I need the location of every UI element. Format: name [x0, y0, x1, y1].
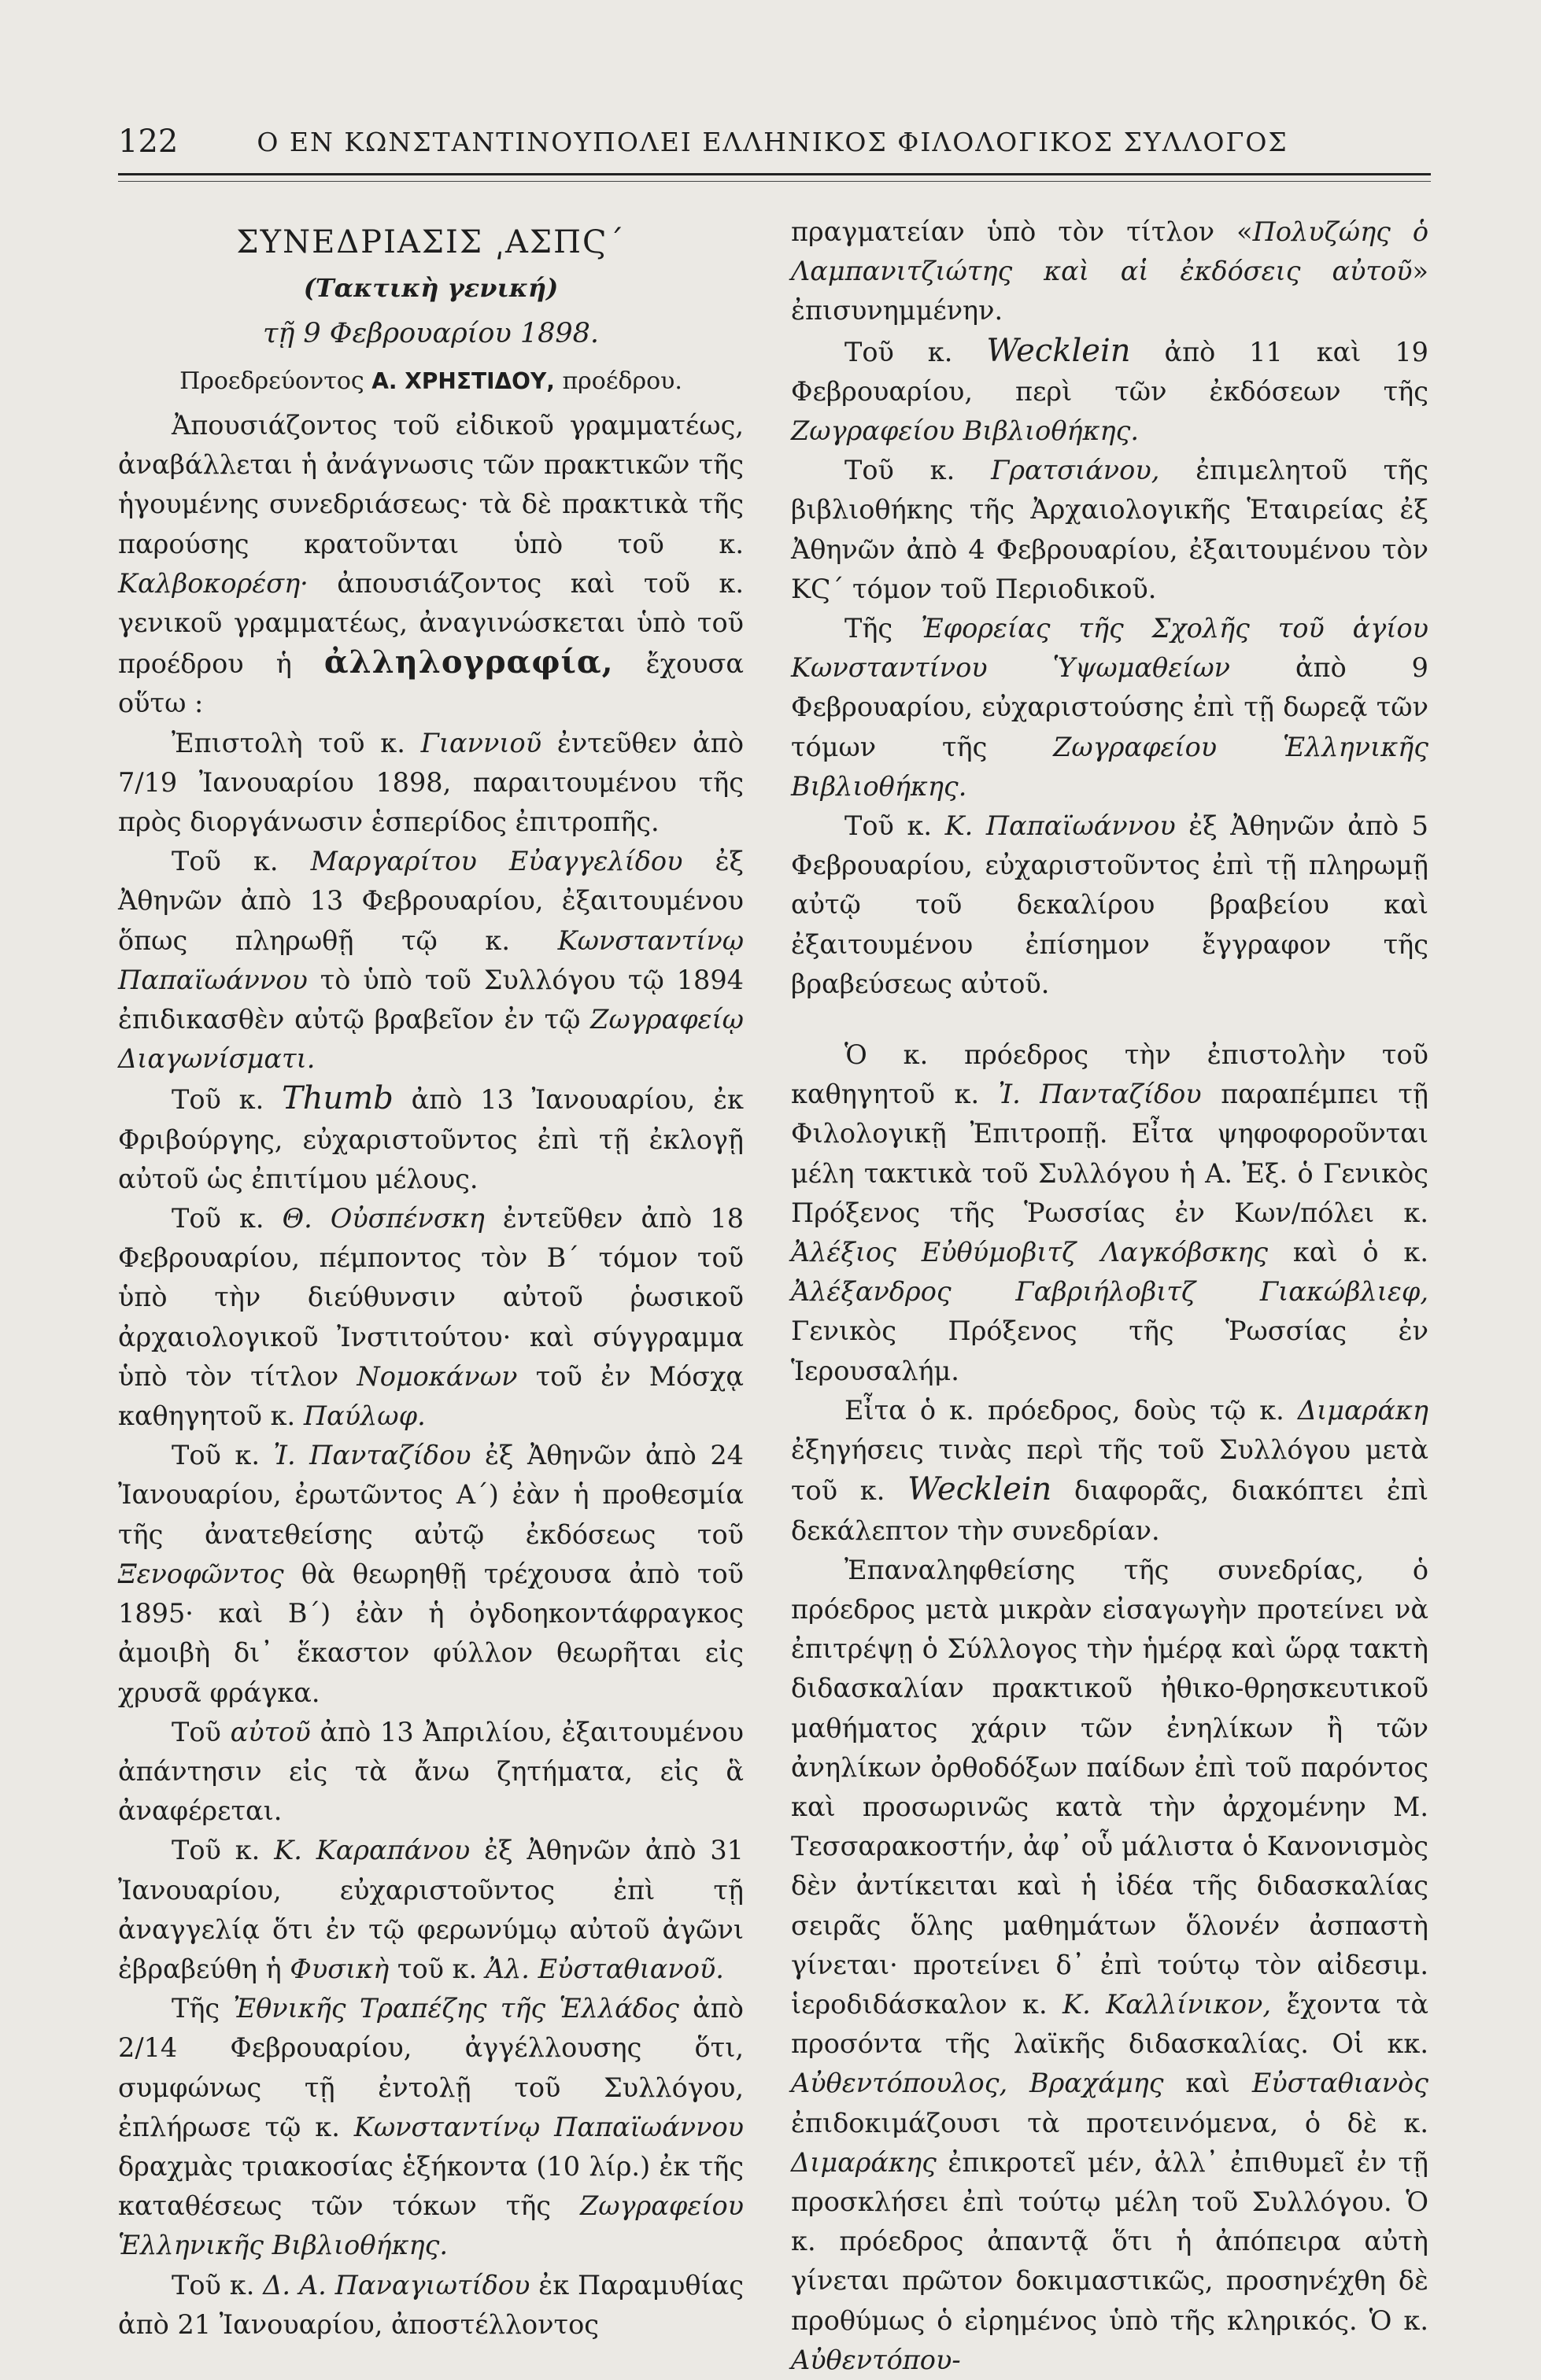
presiding-prefix: Προεδρεύοντος: [179, 367, 364, 395]
person-name: Κωνσταντίνῳ Παπαϊωάννου: [353, 2111, 744, 2142]
text: πραγματείαν ὑπὸ τὸν τίτλον «: [791, 216, 1253, 247]
text: ἀπὸ 2/14 Φεβρουαρίου, ἀγγέλλουσης ὅτι, συμφώνως τῇ ἐντολῇ τοῦ Συλλόγου, ἐπλήρωσε τῷ κ.: [118, 1993, 744, 2142]
paragraph: [118, 2266, 744, 2345]
paragraph: [118, 724, 744, 843]
presiding-line: [118, 362, 744, 401]
person-name: Ἀλέξανδρος Γαβριήλοβιτζ Γιακώβλιεφ,: [791, 1276, 1428, 1308]
text: Ἀπουσιάζοντος τοῦ εἰδικοῦ γραμματέως, ἀναβάλλεται ἡ ἀνάγνωσις τῶν πρακτικῶν τῆς ἡγουμένης συνεδριάσεως· τὰ δὲ πρακτικὰ τῆς παρούσης κρατοῦνται ὑπὸ τοῦ κ.: [118, 410, 744, 559]
text: ἐξ Ἀθηνῶν ἀπὸ 5 Φεβρουαρίου, εὐχαριστοῦντος ἐπὶ τῇ πληρωμῇ αὐτῷ τοῦ δεκαλίρου βραβείου καὶ ἐξαιτουμένου ἐπίσημον ἔγγραφον τῆς βραβεύσεως αὐτοῦ.: [791, 810, 1428, 999]
text: Τοῦ κ.: [844, 336, 953, 367]
session-date: τῇ 9 Φεβρουαρίου 1898.: [262, 318, 600, 349]
text: ἀπὸ 13 Ἀπριλίου, ἐξαιτουμένου ἀπάντησιν εἰς τὰ ἄνω ζητήματα, εἰς ἃ ἀναφέρεται.: [118, 1716, 744, 1827]
text: καὶ: [1185, 2068, 1231, 2099]
person-name: Αὐθεντόπουλος, Βραχάμης: [791, 2068, 1164, 2099]
person-name: Διμαράκη: [1297, 1394, 1428, 1426]
header-rule-thin: [118, 181, 1431, 182]
header-rule: [118, 173, 1431, 175]
presiding-name: Α. ΧΡΗΣΤΙΔΟΥ,: [371, 368, 555, 394]
text: δραχμὰς τριακοσίας ἑξήκοντα (10 λίρ.) ἐκ τῆς καταθέσεως τῶν τόκων τῆς: [118, 2150, 744, 2222]
text: Τοῦ κ.: [172, 846, 279, 877]
text: τὸ ὑπὸ τοῦ Συλλόγου τῷ 1894 ἐπιδικασθὲν αὐτῷ βραβεῖον ἐν τῷ: [118, 964, 744, 1035]
paragraph: [118, 406, 744, 724]
institution-name: Ἐφορείας τῆς Σχολῆς τοῦ ἁγίου Κωνσταντίνου Ὑψωμαθείων: [791, 613, 1428, 684]
session-title: ΣΥΝΕΔΡΙΑΣΙΣ ͵ΑΣΠϚ΄: [236, 224, 626, 260]
person-name: Ἀλέξιος Εὐθύμοβιτζ Λαγκόβσκης: [791, 1237, 1269, 1268]
text: Εἶτα ὁ κ. πρόεδρος, δοὺς τῷ κ.: [844, 1394, 1284, 1426]
text: ἐξ Ἀθηνῶν ἀπὸ 31 Ἰανουαρίου, εὐχαριστοῦντος ἐπὶ τῇ ἀναγγελίᾳ ὅτι ἐν τῷ φερωνύμῳ αὐτοῦ ἀγῶνι ἐβραβεύθη ἡ: [118, 1835, 744, 1984]
text: Ἐπιστολὴ τοῦ κ.: [172, 727, 405, 758]
text: Ἐπαναληφθείσης τῆς συνεδρίας, ὁ πρόεδρος μετὰ μικρὰν εἰσαγωγὴν προτείνει νὰ ἐπιτρέψῃ ὁ Σύλλογος τὴν ἡμέρᾳ καὶ ὥρᾳ τακτὴ διδασκαλίαν πρακτικοῦ ἠθικο-θρησκευτικοῦ μαθήματος χάριν τῶν ἐνηλίκων ἢ τῶν ἀνηλίκων ὀρθοδόξων παίδων ἐπὶ τοῦ παρόντος καὶ προσωρινῶς κατὰ τὴν ἀρχομένην Μ. Τεσσαρακοστήν, ἀφ᾽ οὗ μάλιστα ὁ Κανονισμὸς δὲν ἀντίκειται καὶ ἡ ἰδέα τῆς διδασκαλίας σειρᾶς ὅλης μαθημάτων ὅλονέν ἀσπαστὴ γίνεται· προτείνει δ᾽ ἐπὶ τούτῳ τὸν αἰδεσιμ. ἱεροδιδάσκαλον κ.: [791, 1554, 1428, 2020]
person-name: Κωνσταντίνῳ Παπαϊωάννου: [118, 924, 745, 995]
paragraph: [118, 1079, 744, 1199]
person-name: Κ. Καλλίνικον,: [1062, 1988, 1272, 2020]
paragraph: [791, 212, 1428, 331]
person-name: Παύλωφ.: [303, 1400, 426, 1432]
text: ἀπὸ 11 καὶ 19 Φεβρουαρίου, περὶ τῶν ἐκδόσεων τῆς: [791, 336, 1428, 407]
text: καὶ ὁ κ.: [1292, 1237, 1428, 1268]
text: ἐκ Παραμυθίας ἀπὸ 21 Ἰανουαρίου, ἀποστέλλοντος: [118, 2269, 745, 2340]
paragraph: [118, 1713, 744, 1832]
text: διαφορᾶς, διακόπτει ἐπὶ δεκάλεπτον τὴν συνεδρίαν.: [791, 1475, 1428, 1546]
paragraph: [118, 842, 744, 1079]
person-name: Wecklein: [986, 332, 1131, 369]
person-name: Ἰ. Πανταζίδου: [998, 1079, 1202, 1110]
paragraph: [791, 609, 1428, 806]
person-name: Δ. Α. Παναγιωτίδου: [263, 2269, 530, 2301]
text: ἀπὸ 9 Φεβρουαρίου, εὐχαριστούσης ἐπὶ τῇ δωρεᾷ τῶν τόμων τῆς: [791, 652, 1428, 762]
person-name: Γιαννιοῦ: [420, 727, 542, 758]
text: Τοῦ κ.: [844, 455, 955, 486]
text: ἐξηγήσεις τινὰς περὶ τῆς τοῦ Συλλόγου μετὰ τοῦ κ.: [791, 1434, 1428, 1507]
person-name: Αὐθεντόπου-: [791, 2344, 961, 2375]
title-name: Νομοκάνων: [357, 1360, 518, 1392]
person-name: Καλβοκορέση·: [118, 567, 309, 599]
emphasis: αὐτοῦ: [230, 1716, 311, 1747]
text: Τοῦ κ.: [172, 2269, 255, 2301]
text: ἐπιδοκιμάζουσι τὰ προτεινόμενα, ὁ δὲ κ.: [791, 2107, 1428, 2138]
emphasis: ἀλληλογραφία,: [323, 644, 614, 681]
person-name: Θ. Οὐσπένσκη: [282, 1203, 485, 1234]
institution-name: Ἐθνικῆς Τραπέζης τῆς Ἑλλάδος: [233, 1993, 679, 2024]
paragraph: [791, 1391, 1428, 1551]
text: θὰ θεωρηθῇ τρέχουσα ἀπὸ τοῦ 1895· καὶ Β΄) ἐὰν ἡ ὀγδοηκοντάφραγκος ἀμοιβὴ δι᾽ ἕκαστον φύλλον θεωρῆται εἰς χρυσᾶ φράγκα.: [118, 1558, 744, 1708]
paragraph: [118, 1989, 744, 2265]
text: Τῆς: [844, 613, 893, 644]
session-subtitle: (Τακτικὴ γενική): [303, 273, 559, 303]
text: Τοῦ κ.: [172, 1835, 261, 1866]
person-name: Εὐσταθιανὸς: [1251, 2068, 1428, 2099]
paragraph: [118, 1436, 744, 1712]
text: παραπέμπει τῇ Φιλολογικῇ Ἐπιτροπῇ. Εἶτα ψηφοφοροῦνται μέλη τακτικὰ τοῦ Συλλόγου ἡ Α. Ἐξ. ὁ Γενικὸς Πρόξενος τῆς Ῥωσσίας ἐν Κων/πόλει κ.: [791, 1079, 1428, 1228]
title-name: Ζωγραφείου Ἑλληνικῆς Βιβλιοθήκης.: [791, 731, 1428, 802]
text: ἀπουσιάζοντος καὶ τοῦ κ. γενικοῦ γραμματέως, ἀναγινώσκεται ὑπὸ τοῦ προέδρου ἡ: [118, 567, 745, 680]
person-name: Thumb: [282, 1080, 394, 1117]
text: Γενικὸς Πρόξενος τῆς Ῥωσσίας ἐν Ἱερουσαλήμ.: [791, 1315, 1428, 1386]
person-name: Κ. Παπαϊωάννου: [944, 810, 1176, 842]
paragraph: [791, 1551, 1428, 2380]
presiding-suffix: προέδρου.: [562, 367, 682, 395]
text: ἔχοντα τὰ προσόντα τῆς λαϊκῆς διδασκαλίας. Οἱ κκ.: [791, 1988, 1428, 2060]
person-name: Ἰ. Πανταζίδου: [273, 1440, 471, 1471]
text: Τοῦ κ.: [172, 1440, 260, 1471]
text: ἔχουσα οὕτω :: [118, 648, 744, 719]
text: τοῦ ἐν Μόσχᾳ καθηγητοῦ κ.: [118, 1360, 744, 1432]
person-name: Wecklein: [907, 1471, 1052, 1508]
text: ἐπικροτεῖ μέν, ἀλλ᾽ ἐπιθυμεῖ ἐν τῇ προσκλήσει ἐπὶ τούτῳ μέλη τοῦ Συλλόγου. Ὁ κ. πρόεδρος ἀπαντᾷ ὅτι ἡ ἀπόπειρα αὐτὴ γίνεται πρῶτον δοκιμαστικῶς, προσηνέχθη δὲ προθύμως ὁ εἰρημένος ὑπὸ τῆς κληρικός. Ὁ κ.: [791, 2146, 1428, 2336]
person-name: Μαργαρίτου Εὐαγγελίδου: [310, 846, 683, 877]
text: Τοῦ κ.: [844, 810, 933, 842]
text: ἐξ Ἀθηνῶν ἀπὸ 24 Ἰανουαρίου, ἐρωτῶντος Α΄) ἐὰν ἡ προθεσμία τῆς ἀνατεθείσης αὐτῷ ἐκδόσεως τοῦ: [118, 1440, 744, 1550]
running-head: Ο ΕΝ ΚΩΝΣΤΑΝΤΙΝΟΥΠΟΛΕΙ ΕΛΛΗΝΙΚΟΣ ΦΙΛΟΛΟΓΙΚΟΣ ΣΥΛΛΟΓΟΣ: [257, 126, 1288, 157]
page-number: 122: [118, 124, 179, 160]
title-name: Ζωγραφείου Βιβλιοθήκης.: [791, 415, 1140, 447]
paragraph: [118, 1199, 744, 1436]
text: Τοῦ κ.: [172, 1203, 264, 1234]
text: τοῦ κ.: [397, 1953, 478, 1984]
text: Τοῦ κ.: [172, 1084, 264, 1116]
page-header: [118, 118, 1426, 165]
text: ἐντεῦθεν ἀπὸ 7/19 Ἰανουαρίου 1898, παραιτουμένου τῆς πρὸς διοργάνωσιν ἑσπερίδος ἐπιτροπῆς.: [118, 727, 744, 838]
person-name: Ἀλ. Εὐσταθιανοῦ.: [485, 1953, 724, 1984]
title-name: Φυσικὴ: [290, 1953, 390, 1984]
text: Ὁ κ. πρόεδρος τὴν ἐπιστολὴν τοῦ καθηγητοῦ κ.: [791, 1039, 1428, 1110]
person-name: Διμαράκης: [791, 2146, 937, 2178]
person-name: Γρατσιάνου,: [991, 455, 1160, 486]
title-name: Ζωγραφείου Ἑλληνικῆς Βιβλιοθήκης.: [118, 2190, 745, 2261]
text: ἐντεῦθεν ἀπὸ 18 Φεβρουαρίου, πέμποντος τὸν Β΄ τόμον τοῦ ὑπὸ τὴν διεύθυνσιν αὐτοῦ ῥωσικοῦ ἀρχαιολογικοῦ Ἰνστιτούτου· καὶ σύγγραμμα ὑπὸ τὸν τίτλον: [118, 1203, 745, 1392]
text: Τοῦ: [172, 1716, 221, 1747]
title-name: Πολυζώης ὁ Λαμπανιτζιώτης καὶ αἱ ἐκδόσεις αὐτοῦ: [791, 216, 1429, 287]
left-column: [118, 214, 744, 2345]
text: Τῆς: [172, 1993, 220, 2024]
text: ἀπὸ 13 Ἰανουαρίου, ἐκ Φριβούργης, εὐχαριστοῦντος ἐπὶ τῇ ἐκλογῇ αὐτοῦ ὡς ἐπιτίμου μέλους.: [118, 1084, 744, 1194]
text: » ἐπισυνημμένην.: [791, 256, 1428, 327]
right-column: [791, 212, 1428, 2380]
person-name: Ξενοφῶντος: [118, 1558, 284, 1589]
paragraph: [791, 451, 1428, 609]
paragraph: [791, 1035, 1428, 1391]
person-name: Κ. Καραπάνου: [274, 1835, 471, 1866]
text: ἐπιμελητοῦ τῆς βιβλιοθήκης τῆς Ἀρχαιολογικῆς Ἑταιρείας ἐξ Ἀθηνῶν ἀπὸ 4 Φεβρουαρίου, ἐξαιτουμένου τὸν ΚϚ΄ τόμον τοῦ Περιοδικοῦ.: [791, 455, 1428, 604]
title-name: Ζωγραφείῳ Διαγωνίσματι.: [118, 1004, 744, 1075]
text: ἐξ Ἀθηνῶν ἀπὸ 13 Φεβρουαρίου, ἐξαιτουμένου ὅπως πληρωθῇ τῷ κ.: [118, 846, 745, 956]
paragraph: [791, 806, 1428, 1004]
paragraph: [118, 1831, 744, 1989]
paragraph: [791, 331, 1428, 452]
